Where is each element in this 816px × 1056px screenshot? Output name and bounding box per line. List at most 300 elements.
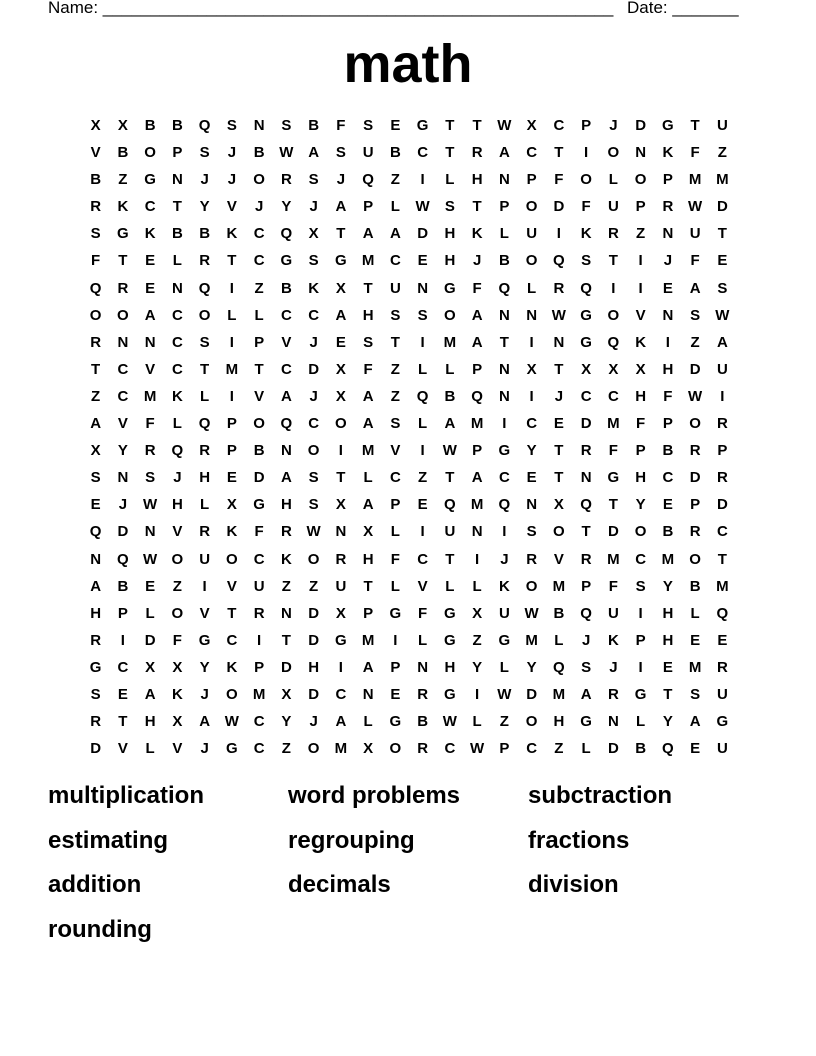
grid-cell: C — [280, 360, 292, 378]
grid-cell: C — [253, 252, 265, 270]
grid-cell: A — [144, 685, 156, 703]
grid-cell: J — [254, 198, 264, 216]
grid-cell: S — [390, 306, 401, 324]
grid-cell: T — [663, 685, 673, 703]
grid-cell: H — [171, 496, 183, 514]
grid-cell: Q — [198, 117, 211, 134]
grid-cell: G — [634, 685, 647, 703]
grid-cell: S — [308, 171, 319, 189]
grid-cell: L — [390, 523, 400, 541]
grid-row — [82, 356, 736, 383]
grid-row — [82, 112, 736, 139]
grid-cell: B — [662, 523, 674, 541]
grid-cell: F — [91, 252, 101, 270]
grid-cell: X — [335, 360, 346, 378]
date-field: Date: _______ — [627, 0, 739, 17]
grid-cell: P — [662, 415, 673, 433]
grid-cell: W — [524, 604, 539, 622]
grid-cell: R — [716, 658, 728, 676]
grid-cell: M — [688, 171, 702, 189]
grid-cell: S — [145, 469, 156, 487]
grid-row — [82, 220, 736, 247]
grid-cell: R — [580, 442, 592, 460]
grid-cell: J — [609, 658, 618, 676]
grid-cell: C — [553, 117, 565, 134]
grid-cell: T — [717, 550, 727, 568]
grid-cell: H — [635, 387, 647, 405]
grid-cell: G — [389, 604, 402, 622]
grid-cell: S — [717, 279, 728, 297]
grid-cell: F — [608, 442, 618, 460]
grid-cell: S — [226, 117, 237, 134]
grid-cell: O — [307, 550, 320, 568]
grid-cell: V — [199, 604, 210, 622]
grid-cell: C — [171, 306, 183, 324]
grid-cell: T — [445, 469, 455, 487]
grid-row — [82, 329, 736, 356]
grid-cell: G — [144, 171, 156, 189]
letter-grid — [82, 112, 736, 762]
grid-cell: I — [338, 442, 343, 460]
grid-cell: G — [444, 604, 456, 622]
grid-cell: G — [416, 117, 429, 134]
grid-cell: C — [117, 360, 129, 378]
grid-cell: N — [526, 496, 538, 514]
grid-cell: N — [662, 225, 674, 243]
grid-cell: C — [144, 198, 156, 216]
grid-cell: D — [308, 685, 320, 703]
grid-cell: S — [90, 225, 101, 243]
grid-cell: D — [607, 740, 619, 758]
grid-cell: R — [199, 523, 211, 541]
grid-cell: T — [608, 252, 618, 270]
grid-cell: P — [226, 415, 237, 433]
grid-cell: E — [390, 117, 401, 134]
grid-cell: N — [117, 469, 129, 487]
grid-cell: F — [172, 631, 182, 649]
grid-cell: W — [688, 198, 703, 216]
grid-cell: T — [172, 198, 182, 216]
grid-cell: S — [281, 117, 292, 134]
grid-cell: J — [200, 685, 209, 703]
grid-cell: Q — [580, 279, 592, 297]
grid-cell: A — [471, 333, 483, 351]
grid-cell: Z — [418, 469, 428, 487]
grid-cell: Z — [281, 740, 291, 758]
grid-cell: G — [444, 631, 456, 649]
grid-cell: S — [335, 144, 346, 162]
grid-cell: X — [117, 117, 128, 134]
grid-cell: Q — [280, 415, 293, 433]
grid-cell: L — [418, 415, 428, 433]
grid-cell: H — [362, 550, 374, 568]
grid-cell: X — [281, 685, 292, 703]
grid-cell: P — [254, 658, 265, 676]
grid-cell: R — [280, 171, 292, 189]
grid-cell: J — [309, 198, 318, 216]
word-list-item: decimals — [288, 871, 391, 898]
grid-cell: I — [638, 279, 643, 297]
grid-cell: P — [662, 171, 673, 189]
grid-cell: J — [500, 550, 509, 568]
grid-cell: S — [308, 469, 319, 487]
grid-cell: U — [253, 577, 265, 595]
grid-cell: L — [390, 198, 400, 216]
grid-cell: B — [635, 740, 647, 758]
grid-row — [82, 491, 736, 518]
grid-cell: O — [689, 415, 701, 433]
grid-cell: M — [607, 550, 620, 568]
grid-cell: I — [475, 685, 480, 703]
grid-cell: O — [634, 523, 647, 541]
grid-cell: H — [662, 604, 674, 622]
grid-cell: I — [420, 442, 425, 460]
grid-cell: P — [717, 442, 728, 460]
grid-cell: T — [445, 117, 455, 134]
grid-cell: Z — [390, 171, 400, 189]
grid-cell: T — [254, 360, 264, 378]
grid-cell: S — [526, 523, 537, 541]
grid-cell: A — [199, 713, 211, 731]
grid-cell: B — [199, 225, 211, 243]
grid-cell: N — [607, 713, 619, 731]
grid-cell: I — [556, 225, 561, 243]
grid-cell: K — [226, 523, 238, 541]
grid-cell: W — [497, 685, 512, 703]
grid-cell: F — [636, 415, 646, 433]
grid-cell: L — [445, 577, 455, 595]
grid-cell: W — [442, 442, 457, 460]
grid-cell: L — [200, 387, 210, 405]
grid-cell: M — [361, 252, 375, 270]
grid-cell: I — [229, 387, 234, 405]
grid-cell: M — [334, 740, 348, 758]
grid-cell: A — [280, 469, 292, 487]
grid-cell: Q — [716, 604, 729, 622]
grid-cell: Y — [199, 198, 210, 216]
grid-cell: Q — [662, 740, 674, 758]
grid-cell: O — [525, 577, 538, 595]
grid-cell: V — [117, 415, 128, 433]
grid-cell: E — [117, 685, 128, 703]
grid-cell: C — [117, 658, 129, 676]
grid-cell: C — [498, 469, 510, 487]
grid-cell: C — [444, 740, 456, 758]
grid-cell: M — [661, 550, 675, 568]
grid-cell: E — [390, 685, 401, 703]
grid-cell: G — [389, 713, 402, 731]
grid-cell: C — [417, 144, 429, 162]
grid-cell: C — [389, 252, 401, 270]
grid-cell: L — [499, 225, 509, 243]
grid-cell: K — [607, 631, 619, 649]
grid-cell: I — [420, 171, 425, 189]
grid-cell: X — [553, 496, 564, 514]
grid-cell: N — [171, 171, 183, 189]
grid-cell: M — [443, 333, 457, 351]
grid-cell: I — [420, 333, 425, 351]
grid-cell: C — [171, 333, 183, 351]
grid-cell: L — [472, 577, 482, 595]
grid-cell: J — [118, 496, 128, 514]
grid-cell: O — [117, 306, 129, 324]
grid-cell: W — [224, 713, 239, 731]
grid-cell: O — [144, 144, 156, 162]
grid-row — [82, 735, 736, 762]
grid-cell: U — [444, 523, 456, 541]
grid-cell: M — [688, 658, 702, 676]
grid-cell: Q — [280, 225, 293, 243]
grid-cell: Q — [580, 496, 592, 514]
grid-cell: Q — [553, 252, 565, 270]
grid-cell: J — [554, 387, 564, 405]
grid-cell: W — [143, 550, 158, 568]
grid-cell: O — [226, 685, 238, 703]
grid-cell: N — [280, 442, 292, 460]
grid-cell: P — [635, 631, 646, 649]
grid-cell: V — [417, 577, 428, 595]
grid-cell: B — [417, 713, 429, 731]
grid-cell: O — [171, 604, 184, 622]
grid-cell: M — [552, 685, 566, 703]
grid-row — [82, 247, 736, 274]
grid-row — [82, 166, 736, 193]
grid-cell: P — [581, 577, 592, 595]
grid-cell: A — [280, 387, 292, 405]
grid-cell: A — [90, 577, 102, 595]
grid-cell: A — [580, 685, 592, 703]
grid-cell: Q — [198, 279, 211, 297]
grid-row — [82, 627, 736, 654]
grid-cell: Y — [199, 658, 210, 676]
grid-cell: G — [662, 117, 674, 134]
grid-cell: O — [198, 306, 211, 324]
grid-cell: V — [281, 333, 292, 351]
grid-cell: Q — [607, 333, 620, 351]
grid-cell: H — [144, 713, 156, 731]
grid-row — [82, 708, 736, 735]
grid-cell: R — [689, 442, 701, 460]
grid-cell: S — [90, 685, 101, 703]
grid-cell: P — [363, 198, 374, 216]
grid-cell: T — [363, 279, 373, 297]
grid-cell: B — [144, 117, 156, 134]
grid-cell: P — [581, 117, 592, 134]
grid-cell: O — [89, 306, 102, 324]
grid-cell: F — [145, 415, 155, 433]
grid-cell: Z — [254, 279, 264, 297]
grid-cell: C — [335, 685, 347, 703]
grid-cell: M — [143, 387, 157, 405]
grid-cell: T — [363, 577, 373, 595]
grid-cell: I — [502, 415, 507, 433]
grid-cell: N — [171, 279, 183, 297]
grid-cell: M — [252, 685, 266, 703]
grid-cell: T — [717, 225, 727, 243]
grid-cell: V — [117, 740, 128, 758]
grid-cell: M — [525, 631, 538, 649]
grid-cell: G — [444, 685, 456, 703]
page-title: math — [343, 34, 473, 94]
grid-row — [82, 518, 736, 545]
grid-cell: Y — [662, 577, 673, 595]
grid-cell: E — [717, 252, 728, 270]
grid-cell: R — [607, 685, 619, 703]
grid-cell: B — [280, 279, 292, 297]
grid-cell: Q — [171, 442, 184, 460]
grid-cell: O — [226, 550, 238, 568]
grid-row — [82, 139, 736, 166]
grid-cell: Y — [526, 658, 537, 676]
grid-cell: L — [254, 306, 264, 324]
grid-cell: B — [117, 577, 129, 595]
grid-cell: D — [417, 225, 429, 243]
grid-cell: C — [171, 360, 183, 378]
grid-cell: Z — [390, 360, 400, 378]
grid-cell: W — [279, 144, 294, 162]
grid-cell: I — [393, 631, 398, 649]
grid-cell: C — [253, 740, 265, 758]
grid-cell: X — [581, 360, 592, 378]
grid-row — [82, 573, 736, 600]
grid-cell: P — [390, 658, 401, 676]
grid-cell: L — [445, 360, 455, 378]
grid-cell: J — [309, 387, 318, 405]
grid-cell: S — [199, 144, 210, 162]
grid-cell: P — [499, 198, 510, 216]
grid-cell: L — [363, 713, 373, 731]
grid-cell: G — [716, 713, 729, 731]
grid-cell: D — [308, 360, 320, 378]
grid-cell: E — [335, 333, 346, 351]
grid-row — [82, 275, 736, 302]
grid-cell: O — [171, 550, 184, 568]
grid-cell: N — [280, 604, 292, 622]
word-list-item: word problems — [288, 782, 461, 809]
grid-cell: X — [335, 496, 346, 514]
grid-cell: E — [690, 631, 701, 649]
grid-cell: T — [472, 117, 482, 134]
grid-cell: A — [90, 415, 102, 433]
grid-cell: Q — [89, 279, 102, 297]
grid-cell: A — [362, 496, 374, 514]
grid-cell: T — [227, 252, 237, 270]
grid-row — [82, 302, 736, 329]
grid-cell: I — [584, 144, 589, 162]
grid-cell: H — [362, 306, 374, 324]
grid-cell: X — [635, 360, 646, 378]
grid-cell: Z — [717, 144, 727, 162]
grid-cell: R — [417, 685, 429, 703]
grid-cell: T — [554, 144, 564, 162]
grid-cell: N — [362, 685, 374, 703]
grid-cell: I — [529, 387, 534, 405]
grid-cell: R — [471, 144, 483, 162]
grid-cell: T — [554, 469, 564, 487]
grid-cell: T — [336, 469, 346, 487]
grid-cell: U — [716, 740, 728, 758]
grid-row — [82, 410, 736, 437]
word-list-item: rounding — [48, 915, 152, 943]
grid-cell: X — [90, 117, 101, 134]
grid-cell: A — [689, 713, 701, 731]
grid-cell: D — [308, 604, 320, 622]
grid-cell: A — [144, 306, 156, 324]
grid-cell: P — [526, 171, 537, 189]
grid-cell: K — [117, 198, 129, 216]
grid-cell: C — [389, 469, 401, 487]
grid-cell: T — [445, 550, 455, 568]
grid-cell: L — [418, 360, 428, 378]
grid-cell: P — [254, 333, 265, 351]
grid-row — [82, 681, 736, 708]
grid-cell: J — [472, 252, 482, 270]
grid-cell: X — [608, 360, 619, 378]
grid-cell: Z — [118, 171, 128, 189]
grid-cell: E — [90, 496, 101, 514]
grid-cell: A — [362, 225, 374, 243]
grid-cell: O — [253, 415, 265, 433]
grid-cell: P — [390, 496, 401, 514]
grid-cell: L — [418, 631, 428, 649]
grid-cell: G — [444, 279, 456, 297]
grid-cell: I — [720, 387, 725, 405]
grid-cell: I — [638, 604, 643, 622]
grid-cell: D — [144, 631, 156, 649]
grid-cell: M — [716, 577, 729, 595]
grid-cell: S — [363, 333, 374, 351]
grid-cell: E — [145, 577, 156, 595]
grid-cell: E — [662, 658, 673, 676]
grid-cell: Z — [172, 577, 182, 595]
grid-cell: R — [253, 604, 265, 622]
grid-cell: I — [529, 333, 534, 351]
grid-cell: Y — [281, 198, 292, 216]
grid-cell: N — [253, 117, 265, 134]
grid-cell: E — [417, 496, 428, 514]
grid-cell: K — [498, 577, 510, 595]
grid-cell: X — [335, 279, 346, 297]
grid-cell: G — [498, 631, 511, 649]
grid-cell: N — [90, 550, 102, 568]
grid-cell: N — [417, 658, 429, 676]
grid-cell: Z — [554, 740, 564, 758]
grid-cell: T — [336, 225, 346, 243]
grid-cell: N — [498, 306, 510, 324]
grid-cell: T — [390, 333, 400, 351]
grid-cell: B — [171, 225, 183, 243]
grid-cell: P — [363, 604, 374, 622]
grid-cell: X — [526, 360, 537, 378]
grid-cell: X — [172, 658, 183, 676]
grid-cell: W — [715, 306, 730, 324]
grid-cell: I — [120, 631, 125, 649]
grid-cell: S — [199, 333, 210, 351]
grid-cell: C — [526, 740, 538, 758]
word-list-item: subctraction — [528, 782, 673, 809]
grid-cell: G — [607, 469, 620, 487]
grid-cell: P — [635, 442, 646, 460]
grid-cell: R — [580, 550, 592, 568]
grid-cell: I — [638, 658, 643, 676]
grid-cell: D — [308, 631, 320, 649]
grid-cell: V — [172, 740, 183, 758]
grid-cell: K — [144, 225, 156, 243]
grid-cell: E — [145, 279, 156, 297]
grid-cell: C — [253, 550, 265, 568]
grid-cell: L — [227, 306, 237, 324]
grid-cell: N — [580, 469, 592, 487]
